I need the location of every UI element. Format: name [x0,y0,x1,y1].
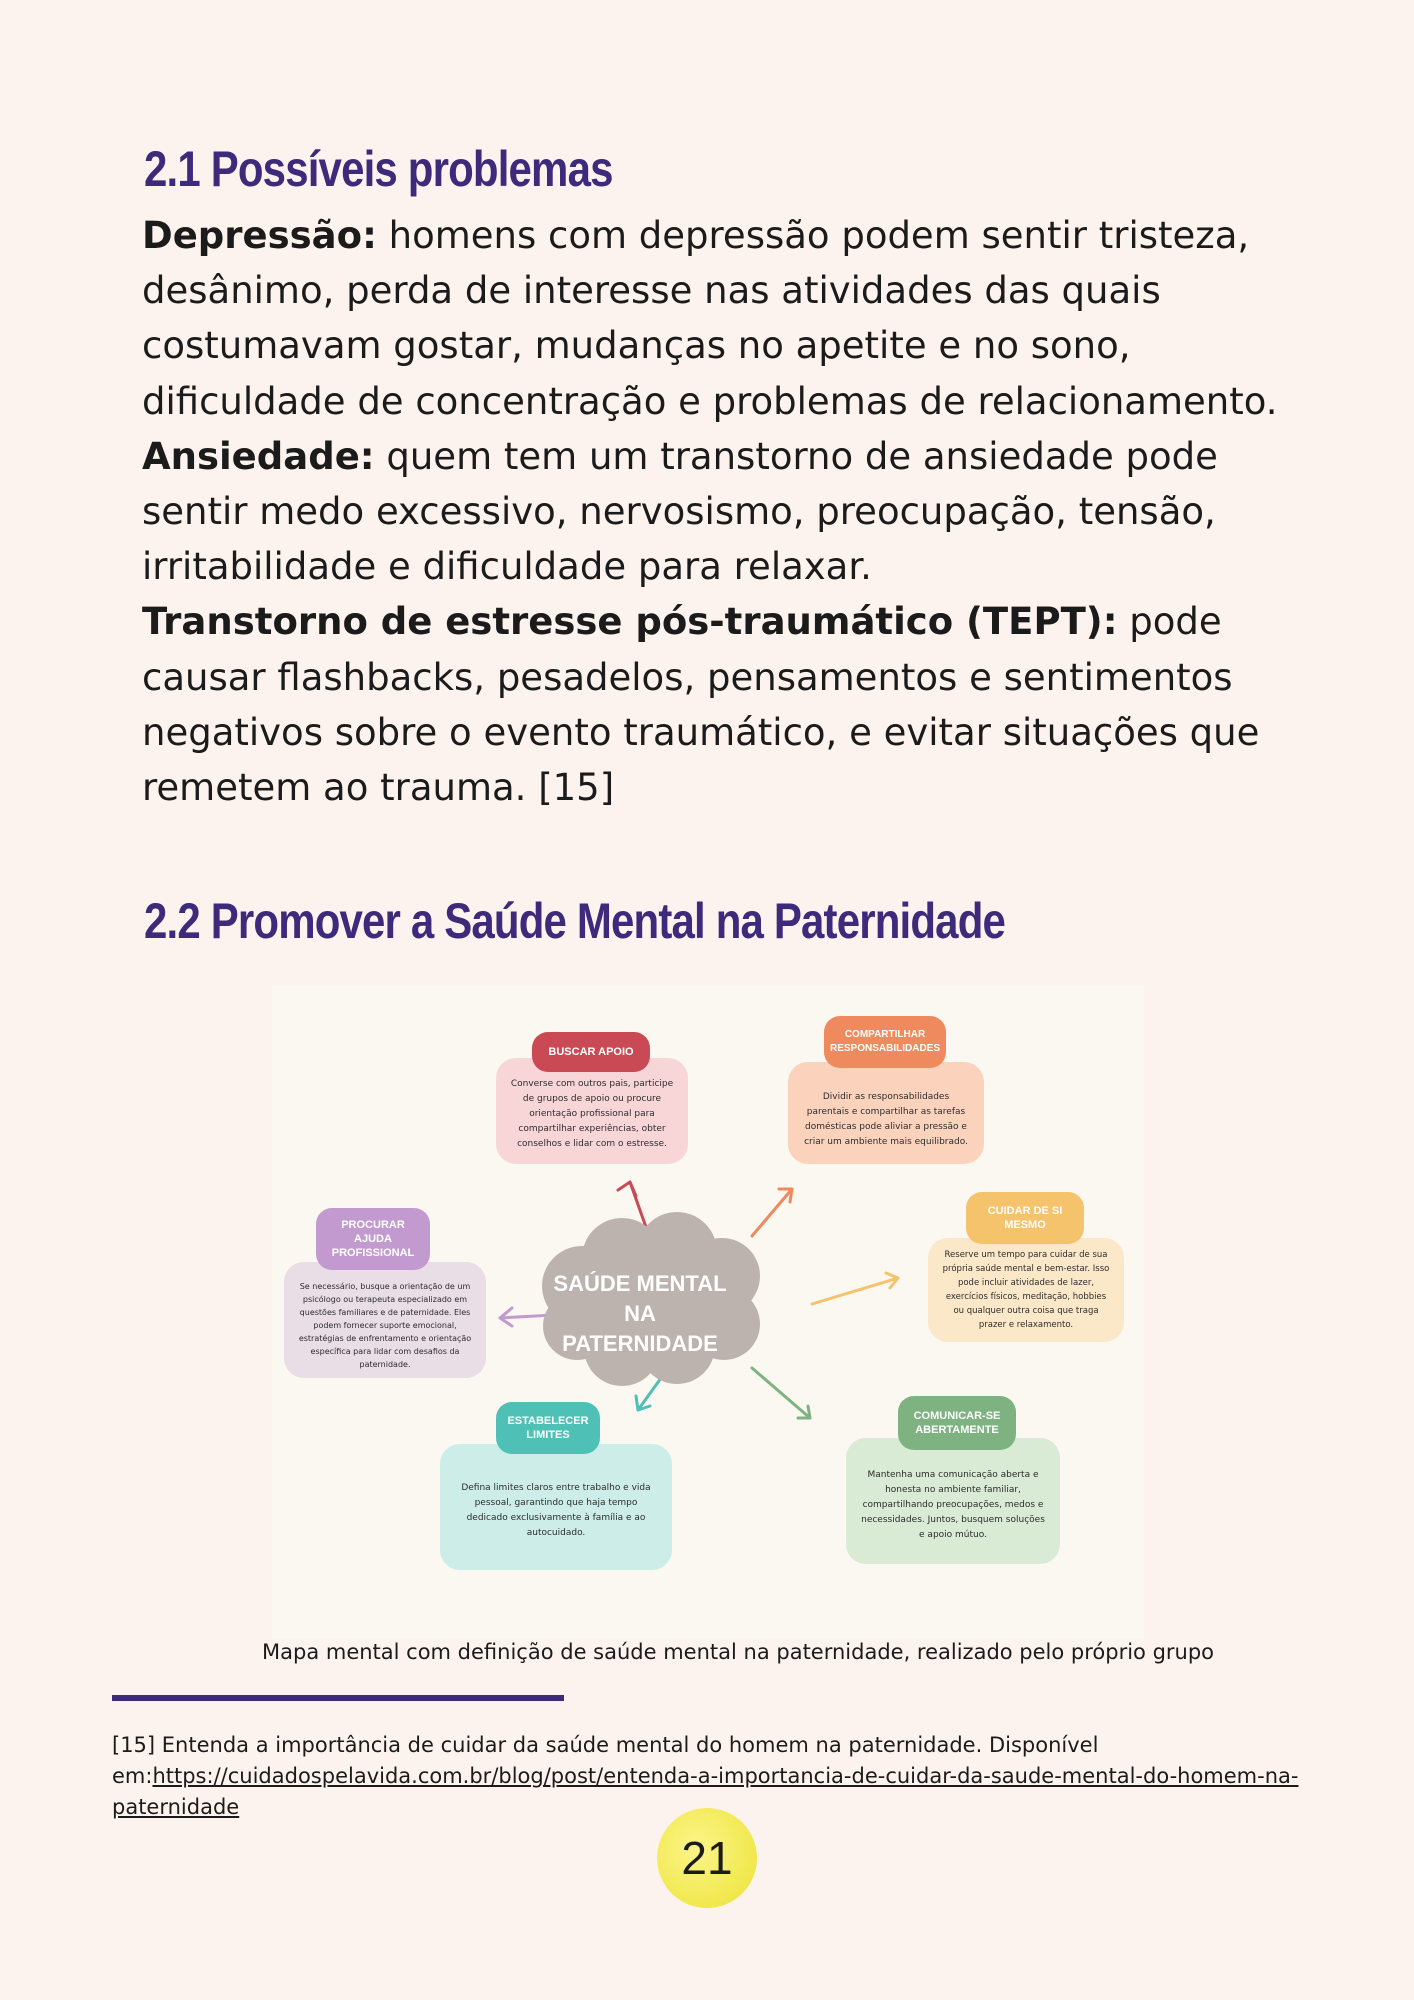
node-compartilhar-text: Dividir as responsabilidades parentais e compartilhar as tarefas domésticas pode aliviar a pressão e criar um ambiente mais equilibrado. [788,1062,984,1164]
figure-caption: Mapa mental com definição de saúde mental na paternidade, realizado pelo próprio grupo [262,1640,1215,1664]
problems-text [142,208,1282,815]
center-label: SAÚDE MENTAL NA PATERNIDADE [553,1271,727,1356]
section-heading-promote: 2.2 Promover a Saúde Mental na Paternidade [144,893,1006,949]
node-buscar-title: BUSCAR APOIO [532,1032,650,1072]
node-compartilhar-title: COMPARTILHAR RESPONSABILIDADES [824,1016,946,1068]
node-limites-title: ESTABELECER LIMITES [496,1402,600,1454]
arrow-comunicar [752,1368,810,1418]
node-comunicar-text: Mantenha uma comunicação aberta e honesta no ambiente familiar, compartilhando preocupações, medos e necessidades. Juntos, busquem soluções e apoio mútuo. [846,1438,1060,1564]
paragraph-depression [142,208,1282,429]
paragraph-ptsd [142,594,1282,815]
arrow-compartilhar [752,1189,792,1236]
desc-ptsd: pode causar flashbacks, pesadelos, pensamentos e sentimentos negativos sobre o evento traumático, e evitar situações que remetem ao trauma. [15] [142,600,1260,810]
section-heading-problems: 2.1 Possíveis problemas [144,141,613,197]
page-number-badge: 21 [657,1808,757,1908]
term-anxiety: Ansiedade: [142,434,375,478]
node-procurar-text: Se necessário, busque a orientação de um psicólogo ou terapeuta especializado em questões familiares e de paternidade. Eles podem fornecer suporte emocional, estratégias de enfrentamento e orientação específica para lidar com desafios da paternidade. [284,1262,486,1378]
node-comunicar-title: COMUNICAR-SE ABERTAMENTE [898,1396,1016,1450]
arrow-cuidar [812,1273,898,1304]
node-cuidar-text: Reserve um tempo para cuidar de sua própria saúde mental e bem-estar. Isso pode incluir atividades de lazer, exercícios físicos, meditação, hobbies ou qualquer outra coisa que traga prazer e relaxamento. [928,1238,1124,1342]
node-limites-text: Defina limites claros entre trabalho e vida pessoal, garantindo que haja tempo dedicado exclusivamente à família e ao autocuidado. [440,1444,672,1570]
node-procurar-title: PROCURAR AJUDA PROFISSIONAL [316,1208,430,1270]
footnote-text: [15] Entenda a importância de cuidar da saúde mental do homem na paternidade. Disponível em: [112,1733,1099,1788]
mind-map-figure [272,986,1144,1638]
desc-anxiety: quem tem um transtorno de ansiedade pode sentir medo excessivo, nervosismo, preocupação, tensão, irritabilidade e dificuldade para relaxar. [142,434,1218,589]
node-cuidar-title: CUIDAR DE SI MESMO [966,1192,1084,1244]
term-depression: Depressão: [142,214,377,257]
desc-depression: homens com depressão podem sentir tristeza, desânimo, perda de interesse nas atividades das quais costumavam gostar, mudanças no apetite e no sono, dificuldade de concentração e problemas de relacionamento. [142,214,1278,423]
footnote-link[interactable]: https://cuidadospelavida.com.br/blog/post/entenda-a-importancia-de-cuidar-da-saude-mental-do-homem-na-paternidade [112,1764,1299,1819]
term-ptsd: Transtorno de estresse pós-traumático (TEPT): [142,600,1118,644]
paragraph-anxiety [142,429,1282,595]
node-buscar-text: Converse com outros pais, participe de grupos de apoio ou procure orientação profissional para compartilhar experiências, obter conselhos e lidar com o estresse. [496,1058,688,1164]
footnote-divider [112,1695,564,1701]
